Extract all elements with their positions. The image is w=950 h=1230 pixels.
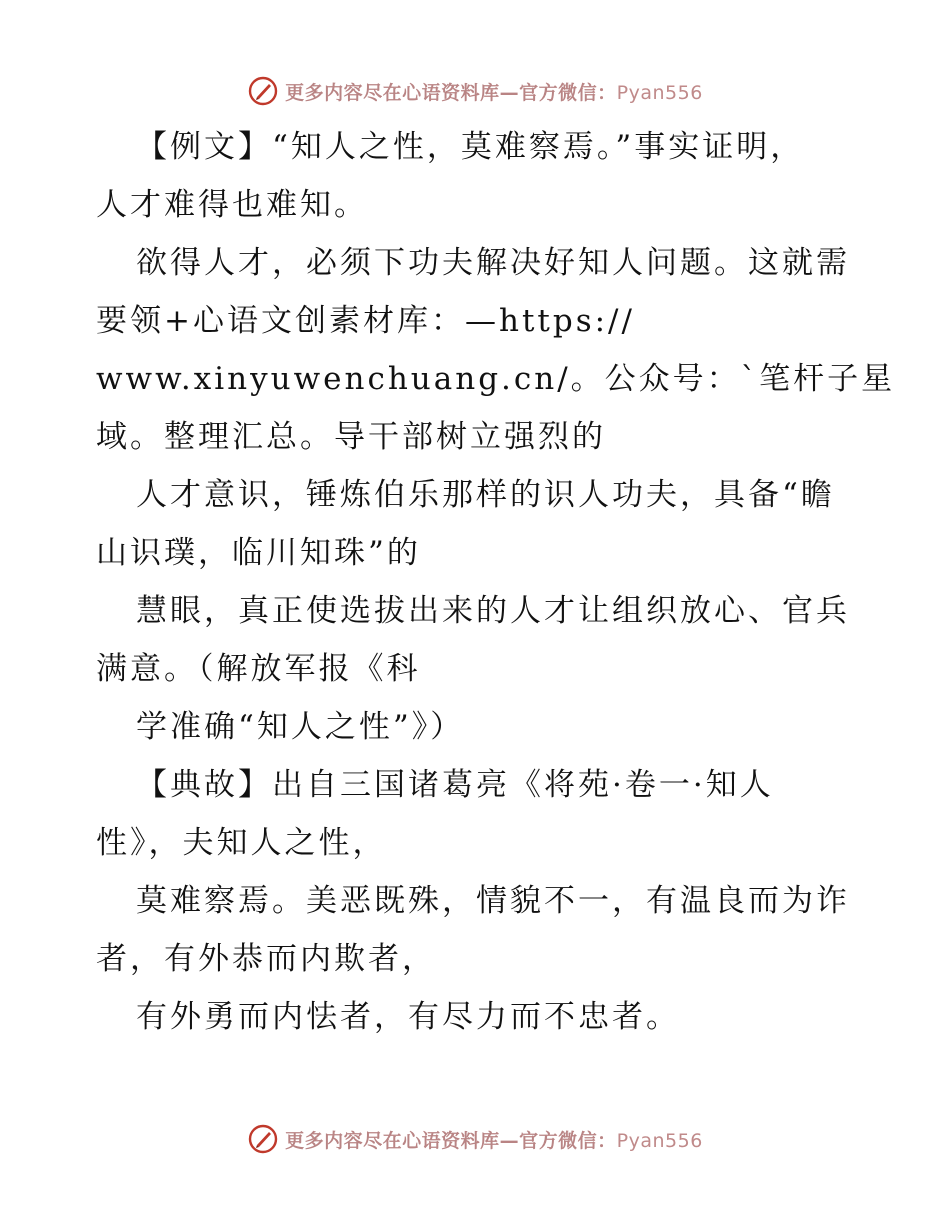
paragraph-line: 域。整理汇总。导干部树立强烈的 bbox=[96, 419, 606, 455]
paragraph-line: 人才意识，锤炼伯乐那样的识人功夫，具备“瞻 bbox=[136, 477, 835, 513]
paragraph-line: 欲得人才，必须下功夫解决好知人问题。这就需 bbox=[136, 245, 850, 281]
paragraph-line: 性》，夫知人之性， bbox=[96, 825, 387, 861]
header-watermark bbox=[0, 71, 950, 111]
paragraph-line: www.xinyuwenchuang.cn/。公众号：`笔杆子星 bbox=[96, 361, 896, 397]
paragraph-line: 学准确“知人之性”》） bbox=[136, 709, 465, 745]
document-body bbox=[96, 118, 896, 1046]
paragraph-line: 【例文】“知人之性，莫难察焉。”事实证明， bbox=[136, 129, 805, 165]
paragraph-line: 者，有外恭而内欺者， bbox=[96, 941, 436, 977]
paragraph-line: 慧眼，真正使选拔出来的人才让组织放心、官兵 bbox=[136, 593, 850, 629]
paragraph-line: 山识璞，临川知珠”的 bbox=[96, 535, 421, 571]
paragraph-line: 【典故】出自三国诸葛亮《将苑·卷一·知人 bbox=[136, 767, 774, 803]
watermark-text: 更多内容尽在心语资料库—官方微信：Pyan556 bbox=[285, 1129, 703, 1152]
paragraph-line: 要领+心语文创素材库：—https:// bbox=[96, 303, 635, 339]
pen-logo-icon bbox=[247, 75, 279, 107]
paragraph-line: 有外勇而内怯者，有尽力而不忠者。 bbox=[136, 999, 680, 1035]
footer-watermark bbox=[0, 1119, 950, 1159]
paragraph-line: 满意。（解放军报《科 bbox=[96, 651, 421, 687]
paragraph-line: 人才难得也难知。 bbox=[96, 187, 368, 223]
pen-logo-icon bbox=[247, 1123, 279, 1155]
watermark-text: 更多内容尽在心语资料库—官方微信：Pyan556 bbox=[285, 81, 703, 104]
paragraph-line: 莫难察焉。美恶既殊，情貌不一，有温良而为诈 bbox=[136, 883, 850, 919]
